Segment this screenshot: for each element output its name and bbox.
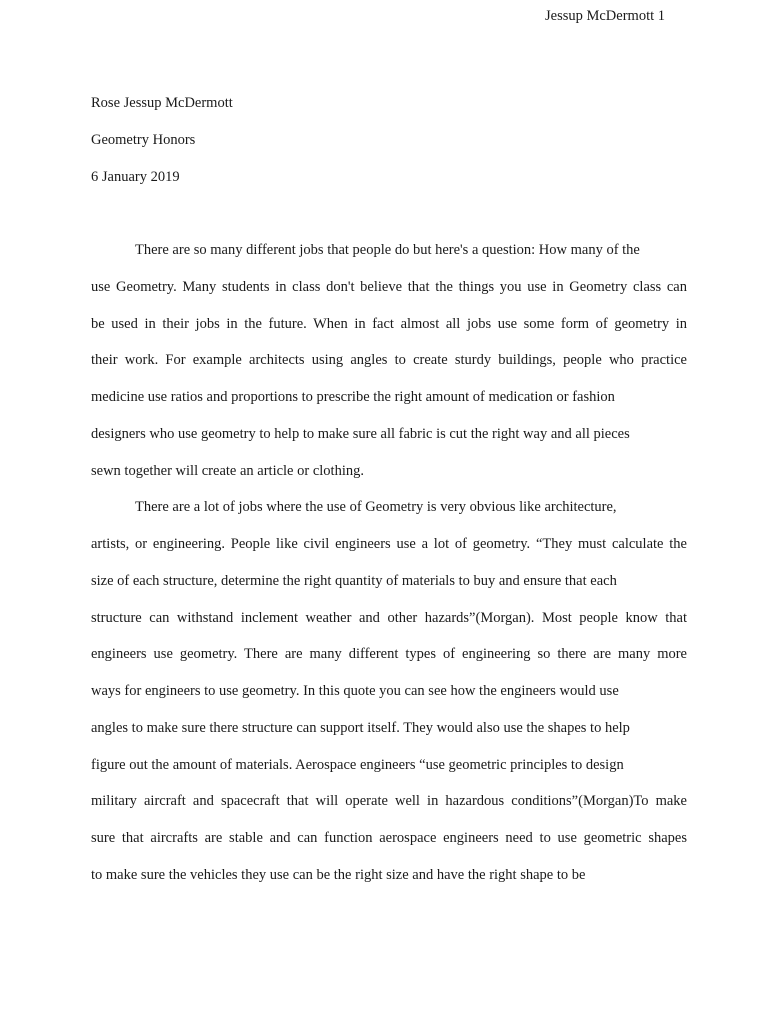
paragraph-2-line: engineers use geometry. There are many different types of engineering so there are many more xyxy=(91,646,687,663)
paragraph-2-line: structure can withstand inclement weather and other hazards”(Morgan). Most people know that xyxy=(91,609,687,626)
paragraph-2-line: size of each structure, determine the right quantity of materials to buy and ensure that each xyxy=(91,572,617,589)
paragraph-2-line: ways for engineers to use geometry. In this quote you can see how the engineers would use xyxy=(91,683,619,699)
paragraph-2-line: sure that aircrafts are stable and can function aerospace engineers need to use geometric shapes xyxy=(91,830,687,846)
paragraph-1-line: use Geometry. Many students in class don't believe that the things you use in Geometry class can xyxy=(91,278,687,295)
paragraph-2-line: military aircraft and spacecraft that will operate well in hazardous conditions”(Morgan)To make xyxy=(91,793,687,810)
paragraph-1-line: their work. For example architects using angles to create sturdy buildings, people who practice xyxy=(91,352,687,369)
paragraph-2-line: to make sure the vehicles they use can be the right size and have the right shape to be xyxy=(91,866,586,883)
paragraph-1-line: designers who use geometry to help to make sure all fabric is cut the right way and all pieces xyxy=(91,425,630,442)
author-name: Rose Jessup McDermott xyxy=(91,95,233,111)
paragraph-1-line: be used in their jobs in the future. When in fact almost all jobs use some form of geometry in xyxy=(91,315,687,332)
essay-body xyxy=(91,241,687,903)
course-name: Geometry Honors xyxy=(91,132,196,148)
mla-heading xyxy=(91,94,691,205)
essay-date: 6 January 2019 xyxy=(91,169,180,185)
paragraph-1-line: sewn together will create an article or clothing. xyxy=(91,462,364,479)
paragraph-1-line: There are so many different jobs that people do but here's a question: How many of the xyxy=(135,242,640,258)
paragraph-2-line: figure out the amount of materials. Aerospace engineers “use geometric principles to design xyxy=(91,756,624,773)
paragraph-1-line: medicine use ratios and proportions to prescribe the right amount of medication or fashion xyxy=(91,389,615,405)
paragraph-2-line: angles to make sure there structure can support itself. They would also use the shapes to help xyxy=(91,719,630,736)
paragraph-2-line: There are a lot of jobs where the use of Geometry is very obvious like architecture, xyxy=(135,499,617,516)
paragraph-2-line: artists, or engineering. People like civil engineers use a lot of geometry. “They must calculate the xyxy=(91,536,687,552)
running-header: Jessup McDermott 1 xyxy=(544,8,665,24)
